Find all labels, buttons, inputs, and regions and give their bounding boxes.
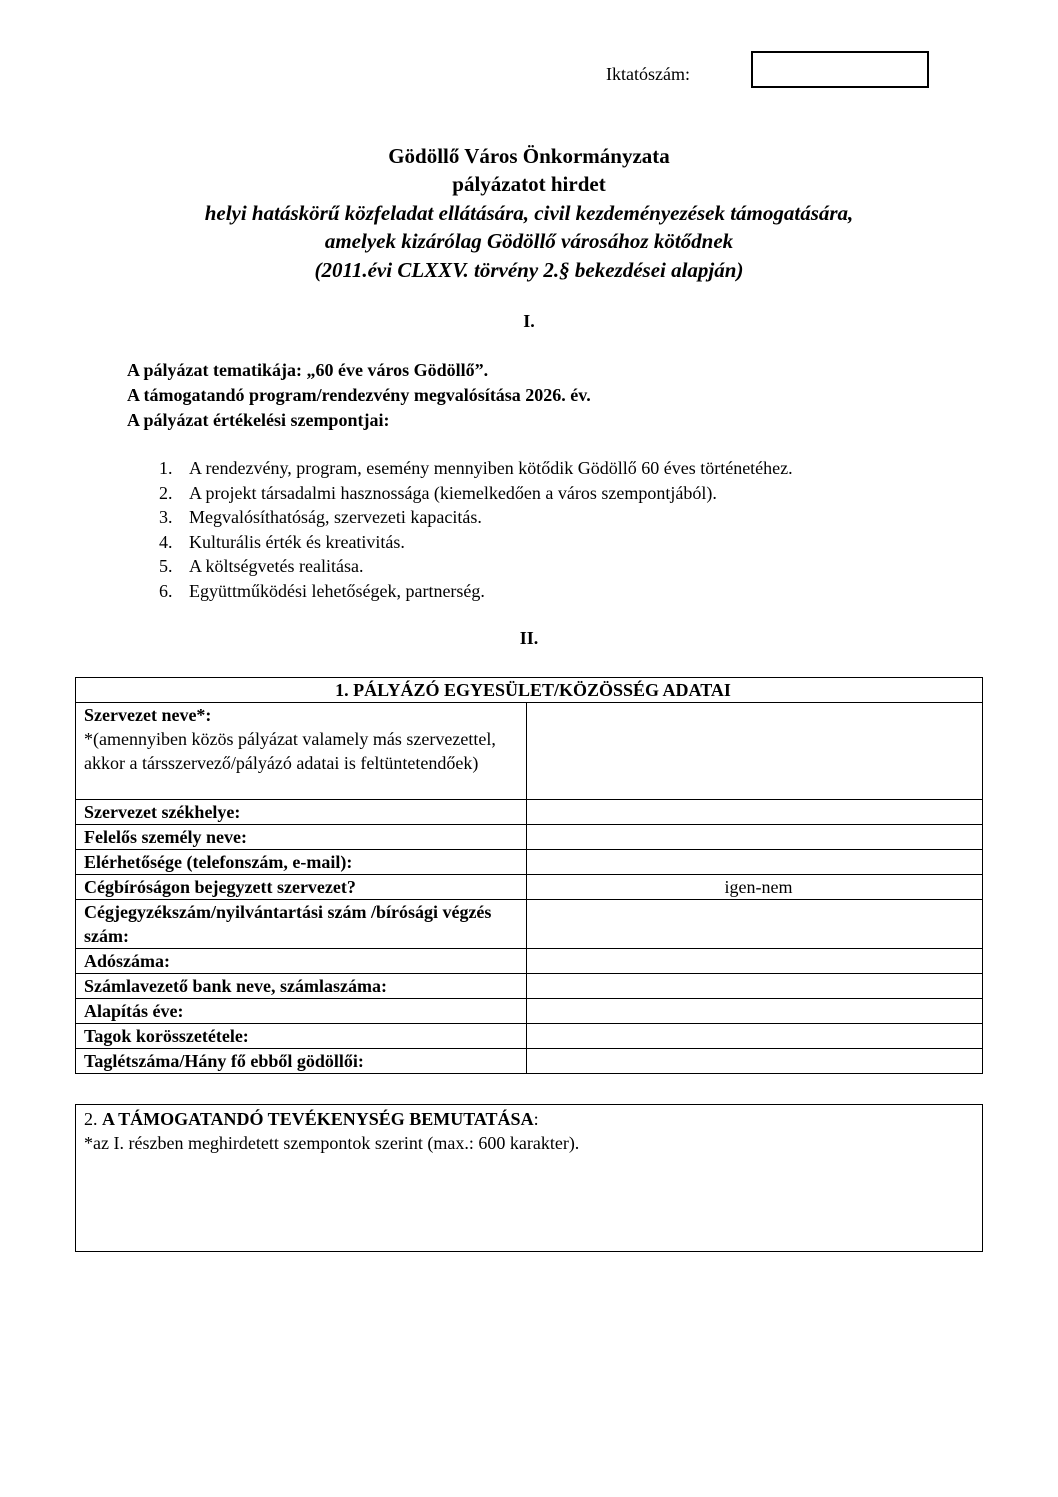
row-label: Számlavezető bank neve, számlaszáma:: [76, 974, 527, 999]
row-value[interactable]: [527, 1049, 983, 1074]
activity-description-number: 2.: [84, 1109, 98, 1129]
list-item: 4. Kulturális érték és kreativitás.: [159, 531, 405, 552]
header-announces: pályázatot hirdet: [452, 172, 606, 196]
row-value[interactable]: [527, 999, 983, 1024]
table-row: [76, 800, 983, 825]
realization-line: A támogatandó program/rendezvény megvalósítása 2026. év.: [127, 385, 591, 405]
org-name-label-cell: [76, 703, 527, 800]
activity-description-note: *az I. részben meghirdetett szempontok szerint (max.: 600 karakter).: [84, 1133, 580, 1153]
list-item: 2. A projekt társadalmi hasznossága (kiemelkedően a város szempontjából).: [159, 482, 717, 503]
header-legal-basis: (2011.évi CLXXV. törvény 2.§ bekezdései alapján): [314, 258, 744, 282]
table-row: [76, 875, 983, 900]
criteria-heading: A pályázat értékelési szempontjai:: [127, 410, 390, 430]
row-value[interactable]: [527, 1024, 983, 1049]
activity-description-title: A TÁMOGATANDÓ TEVÉKENYSÉG BEMUTATÁSA: [102, 1109, 534, 1129]
row-value[interactable]: [527, 900, 983, 949]
activity-description-box[interactable]: [75, 1104, 983, 1252]
table-row: [76, 974, 983, 999]
row-label: Adószáma:: [76, 949, 527, 974]
row-value[interactable]: [527, 949, 983, 974]
list-item: 3. Megvalósíthatóság, szervezeti kapacitás.: [159, 507, 482, 527]
row-value[interactable]: [527, 850, 983, 875]
table-header: 1. PÁLYÁZÓ EGYESÜLET/KÖZÖSSÉG ADATAI: [76, 678, 983, 703]
organization-data-table: [75, 677, 983, 1074]
theme-line: A pályázat tematikája: „60 éve város Gödöllő”.: [127, 360, 489, 380]
org-name-label: Szervezet neve*:: [84, 705, 212, 725]
row-label: Elérhetősége (telefonszám, e-mail):: [76, 850, 527, 875]
table-row: [76, 703, 983, 800]
section-2-heading: II.: [519, 628, 539, 648]
row-value[interactable]: igen-nem: [527, 875, 983, 900]
table-row: [76, 1049, 983, 1074]
registration-number-field[interactable]: [751, 51, 929, 88]
row-value[interactable]: [527, 825, 983, 850]
list-item: 1. A rendezvény, program, esemény mennyiben kötődik Gödöllő 60 éves történetéhez.: [159, 458, 793, 478]
org-name-value[interactable]: [527, 703, 983, 800]
registration-number-label: Iktatószám:: [606, 64, 690, 84]
table-row: [76, 825, 983, 850]
activity-description-colon: :: [533, 1109, 539, 1129]
list-item: 6. Együttműködési lehetőségek, partnerség.: [159, 580, 485, 601]
row-label: Taglétszáma/Hány fő ebből gödöllői:: [76, 1049, 527, 1074]
row-label: Cégbíróságon bejegyzett szervezet?: [76, 875, 527, 900]
row-label: Alapítás éve:: [76, 999, 527, 1024]
org-name-note: *(amennyiben közös pályázat valamely más szervezettel, akkor a társszervező/pályázó adatai is feltüntetendőek): [84, 729, 496, 773]
row-value[interactable]: [527, 974, 983, 999]
table-header-row: [76, 678, 983, 703]
table-row: [76, 949, 983, 974]
table-row: [76, 999, 983, 1024]
row-label: Felelős személy neve:: [76, 825, 527, 850]
table-row: [76, 900, 983, 949]
header-scope: amelyek kizárólag Gödöllő városához kötődnek: [324, 229, 734, 253]
header-municipality: Gödöllő Város Önkormányzata: [388, 144, 670, 168]
activity-description-heading: [84, 1107, 974, 1131]
row-label: Cégjegyzékszám/nyilvántartási szám /bírósági végzés szám:: [76, 900, 527, 949]
row-value[interactable]: [527, 800, 983, 825]
list-item: 5. A költségvetés realitása.: [159, 556, 364, 576]
table-row: [76, 850, 983, 875]
row-label: Tagok korösszetétele:: [76, 1024, 527, 1049]
header-purpose: helyi hatáskörű közfeladat ellátására, civil kezdeményezések támogatására,: [204, 201, 854, 225]
criteria-list: [159, 456, 793, 603]
row-label: Szervezet székhelye:: [76, 800, 527, 825]
table-row: [76, 1024, 983, 1049]
section-1-heading: I.: [523, 311, 535, 331]
